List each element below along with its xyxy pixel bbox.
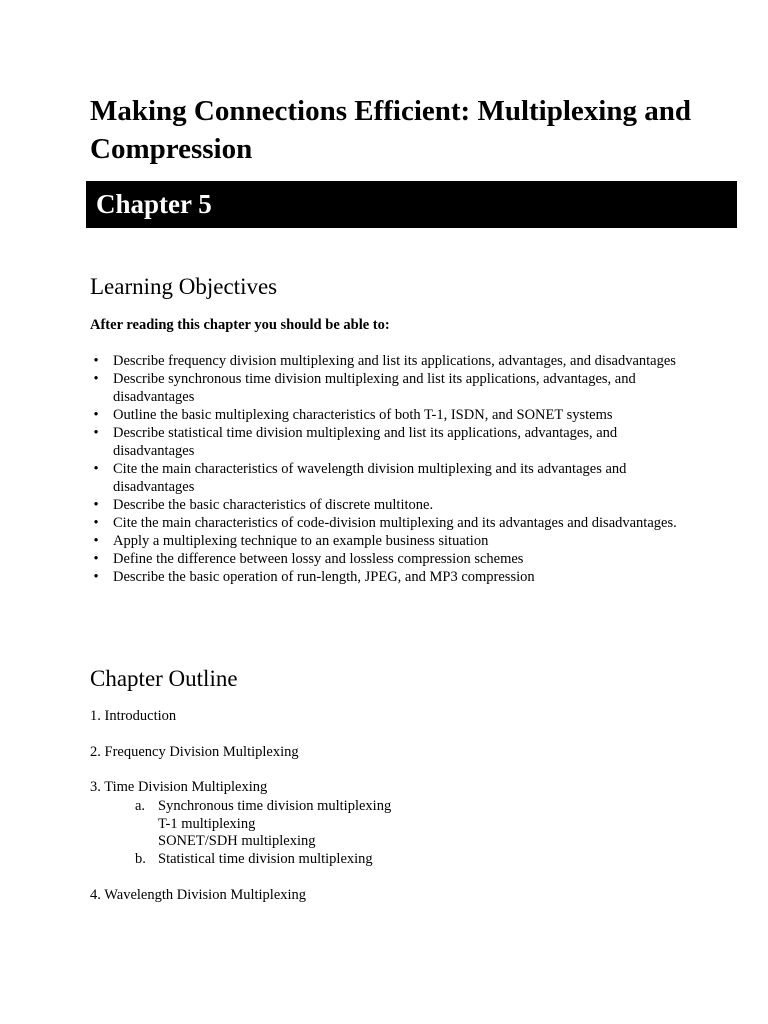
learning-objectives-heading: Learning Objectives bbox=[90, 274, 278, 299]
bullet-icon: • bbox=[93, 407, 99, 423]
outline-item-introduction: 1. Introduction bbox=[90, 708, 177, 724]
objectives-list bbox=[90, 352, 690, 586]
outline-marker: a. bbox=[135, 798, 146, 814]
bullet-icon: • bbox=[93, 371, 99, 387]
list-item bbox=[90, 460, 690, 496]
objective-text: Describe synchronous time division multiplexing and list its applications, advantages, and disadvantages bbox=[113, 371, 636, 405]
objective-text: Describe the basic operation of run-length, JPEG, and MP3 compression bbox=[113, 569, 535, 585]
outline-item-time-division: 3. Time Division Multiplexing bbox=[90, 779, 268, 795]
bullet-icon: • bbox=[93, 515, 99, 531]
bullet-icon: • bbox=[93, 569, 99, 585]
outline-item-wavelength-division: 4. Wavelength Division Multiplexing bbox=[90, 887, 307, 903]
outline-item-frequency-division: 2. Frequency Division Multiplexing bbox=[90, 744, 299, 760]
list-item bbox=[90, 496, 690, 514]
outline-subitem-text: T-1 multiplexing bbox=[158, 816, 256, 832]
bullet-icon: • bbox=[93, 533, 99, 549]
list-item bbox=[90, 550, 690, 568]
objective-text: Apply a multiplexing technique to an example business situation bbox=[113, 533, 489, 549]
outline-subitem bbox=[135, 850, 373, 868]
list-item bbox=[90, 424, 690, 460]
bullet-icon: • bbox=[93, 353, 99, 369]
objective-text: Define the difference between lossy and lossless compression schemes bbox=[113, 551, 524, 567]
objective-text: Outline the basic multiplexing characteristics of both T-1, ISDN, and SONET systems bbox=[113, 407, 613, 423]
outline-subitem bbox=[135, 797, 392, 815]
outline-marker: b. bbox=[135, 851, 146, 867]
outline-subitem-text: Statistical time division multiplexing bbox=[158, 851, 373, 867]
bullet-icon: • bbox=[93, 425, 99, 441]
document-title: Making Connections Efficient: Multiplexing and Compression bbox=[90, 95, 691, 165]
objective-text: Describe the basic characteristics of discrete multitone. bbox=[113, 497, 434, 513]
objective-text: Describe statistical time division multiplexing and list its applications, advantages, and disadvantages bbox=[113, 425, 618, 459]
outline-subitem bbox=[158, 815, 255, 833]
chapter-outline-heading: Chapter Outline bbox=[90, 666, 238, 691]
outline-subitem-text: SONET/SDH multiplexing bbox=[158, 833, 316, 849]
objective-text: Describe frequency division multiplexing and list its applications, advantages, and disadvantages bbox=[113, 353, 676, 369]
objectives-intro: After reading this chapter you should be able to: bbox=[90, 317, 390, 333]
list-item bbox=[90, 568, 690, 586]
bullet-icon: • bbox=[93, 497, 99, 513]
bullet-icon: • bbox=[93, 551, 99, 567]
list-item bbox=[90, 532, 690, 550]
objective-text: Cite the main characteristics of wavelength division multiplexing and its advantages and disadvantages bbox=[113, 461, 627, 495]
list-item bbox=[90, 406, 690, 424]
bullet-icon: • bbox=[93, 461, 99, 477]
list-item bbox=[90, 370, 690, 406]
chapter-banner: Chapter 5 bbox=[86, 181, 737, 228]
objective-text: Cite the main characteristics of code-division multiplexing and its advantages and disadvantages. bbox=[113, 515, 677, 531]
outline-subitem-text: Synchronous time division multiplexing bbox=[158, 798, 392, 814]
list-item bbox=[90, 352, 690, 370]
list-item bbox=[90, 514, 690, 532]
outline-subitem bbox=[158, 832, 316, 850]
